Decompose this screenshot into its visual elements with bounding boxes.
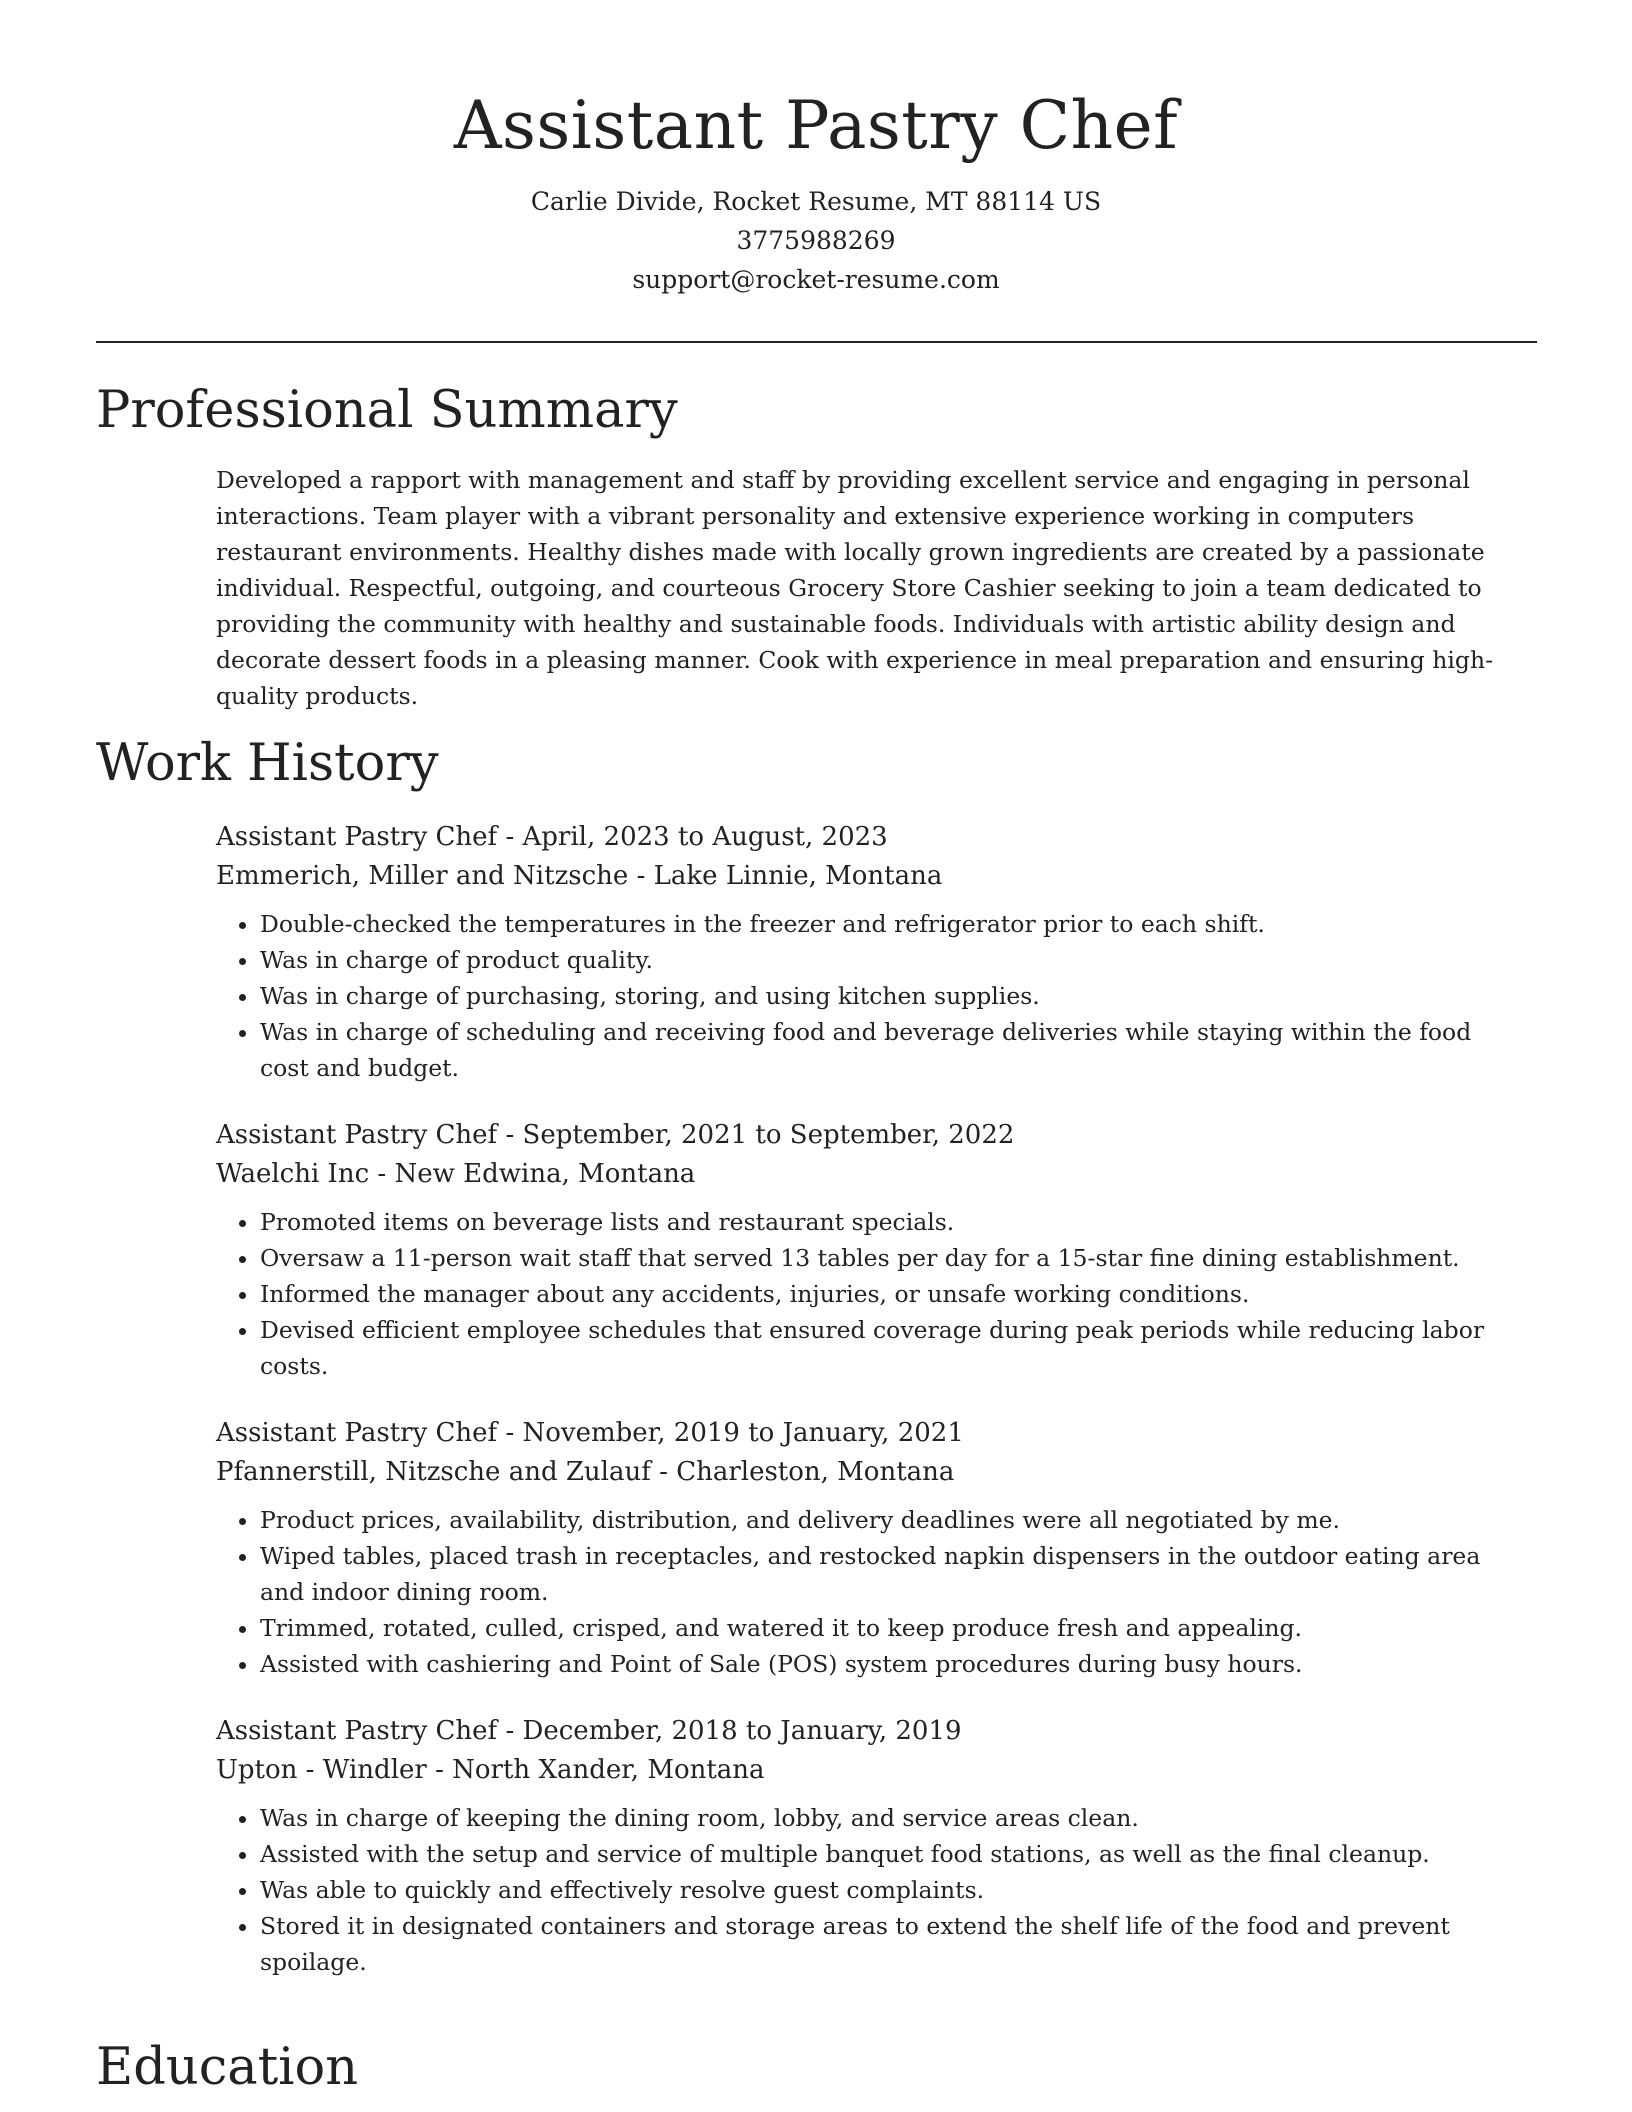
job-duty: • Wiped tables, placed trash in receptacles, and restocked napkin dispensers in the outdoor eating area and indoor dining room. xyxy=(260,1538,1526,1610)
job-duties xyxy=(216,906,1526,1086)
job-location: New Edwina, Montana xyxy=(394,1159,696,1189)
job-duties xyxy=(216,1502,1526,1682)
job-duty: • Informed the manager about any accidents, injuries, or unsafe working conditions. xyxy=(260,1276,1526,1312)
job-title: Assistant Pastry Chef xyxy=(216,1120,498,1150)
job-duty: • Product prices, availability, distribution, and delivery deadlines were all negotiated by me. xyxy=(260,1502,1526,1538)
job-duty: • Stored it in designated containers and storage areas to extend the shelf life of the food and prevent spoilage. xyxy=(260,1908,1526,1980)
job-company: Pfannerstill, Nitzsche and Zulauf xyxy=(216,1457,651,1487)
job-entry xyxy=(216,1414,1526,1682)
job-title-line: Assistant Pastry Chef - April, 2023 to August, 2023 xyxy=(216,822,888,852)
summary-heading: Professional Summary xyxy=(96,381,678,440)
header-divider xyxy=(96,341,1537,343)
job-company-line: Pfannerstill, Nitzsche and Zulauf - Charleston, Montana xyxy=(216,1457,955,1487)
candidate-name: Assistant Pastry Chef xyxy=(453,87,1179,164)
job-duty: • Was in charge of scheduling and receiving food and beverage deliveries while staying within the food cost and budget. xyxy=(260,1014,1526,1086)
job-location: North Xander, Montana xyxy=(452,1755,765,1785)
job-duties xyxy=(216,1800,1526,1980)
job-dates: December, 2018 to January, 2019 xyxy=(522,1716,962,1746)
job-title-line: Assistant Pastry Chef - September, 2021 to September, 2022 xyxy=(216,1120,1015,1150)
job-duty: • Assisted with cashiering and Point of Sale (POS) system procedures during busy hours. xyxy=(260,1646,1526,1682)
job-company: Emmerich, Miller and Nitzsche xyxy=(216,861,629,891)
job-title: Assistant Pastry Chef xyxy=(216,1418,498,1448)
job-title-line: Assistant Pastry Chef - December, 2018 to January, 2019 xyxy=(216,1716,962,1746)
job-title-line: Assistant Pastry Chef - November, 2019 to January, 2021 xyxy=(216,1418,964,1448)
job-entry xyxy=(216,1116,1526,1384)
job-title: Assistant Pastry Chef xyxy=(216,822,498,852)
job-duty: • Was in charge of purchasing, storing, and using kitchen supplies. xyxy=(260,978,1526,1014)
job-duty: • Was in charge of product quality. xyxy=(260,942,1526,978)
job-company-line: Upton - Windler - North Xander, Montana xyxy=(216,1755,765,1785)
job-duty: • Double-checked the temperatures in the freezer and refrigerator prior to each shift. xyxy=(260,906,1526,942)
job-duty: • Trimmed, rotated, culled, crisped, and watered it to keep produce fresh and appealing. xyxy=(260,1610,1526,1646)
job-duties xyxy=(216,1204,1526,1384)
job-duty: • Oversaw a 11-person wait staff that served 13 tables per day for a 15-star fine dining establishment. xyxy=(260,1240,1526,1276)
job-location: Charleston, Montana xyxy=(676,1457,955,1487)
job-dates: September, 2021 to September, 2022 xyxy=(522,1120,1015,1150)
job-duty: • Promoted items on beverage lists and restaurant specials. xyxy=(260,1204,1526,1240)
job-location: Lake Linnie, Montana xyxy=(653,861,943,891)
job-entry xyxy=(216,818,1526,1086)
job-company: Waelchi Inc xyxy=(216,1159,370,1189)
contact-email: support@rocket-resume.com xyxy=(632,265,1000,294)
job-company-line: Waelchi Inc - New Edwina, Montana xyxy=(216,1159,696,1189)
job-duty: • Devised efficient employee schedules that ensured coverage during peak periods while reducing labor costs. xyxy=(260,1312,1526,1384)
contact-address: Carlie Divide, Rocket Resume, MT 88114 US xyxy=(530,187,1102,216)
job-dates: November, 2019 to January, 2021 xyxy=(522,1418,964,1448)
resume-header xyxy=(0,82,1632,299)
job-duty: • Was in charge of keeping the dining room, lobby, and service areas clean. xyxy=(260,1800,1526,1836)
summary-text: Developed a rapport with management and staff by providing excellent service and engaging in personal interactions. Team player with a vibrant personality and extensive experience working in computers restaurant environments. Healthy dishes made with locally grown ingredients are created by a passionate individual. Respectful, outgoing, and courteous Grocery Store Cashier seeking to join a team dedicated to providing the community with healthy and sustainable foods. Individuals with artistic ability design and decorate dessert foods in a pleasing manner. Cook with experience in meal preparation and ensuring high-quality products. xyxy=(216,466,1494,710)
job-title: Assistant Pastry Chef xyxy=(216,1716,498,1746)
contact-phone: 3775988269 xyxy=(736,226,896,255)
work-history-heading: Work History xyxy=(96,734,439,793)
education-heading: Education xyxy=(96,2038,359,2097)
job-entry xyxy=(216,1712,1526,1980)
job-duty: • Was able to quickly and effectively resolve guest complaints. xyxy=(260,1872,1526,1908)
job-company: Upton - Windler xyxy=(216,1755,427,1785)
job-dates: April, 2023 to August, 2023 xyxy=(522,822,888,852)
work-history-list xyxy=(216,818,1526,2010)
job-company-line: Emmerich, Miller and Nitzsche - Lake Linnie, Montana xyxy=(216,861,943,891)
contact-info xyxy=(0,182,1632,299)
job-duty: • Assisted with the setup and service of multiple banquet food stations, as well as the final cleanup. xyxy=(260,1836,1526,1872)
